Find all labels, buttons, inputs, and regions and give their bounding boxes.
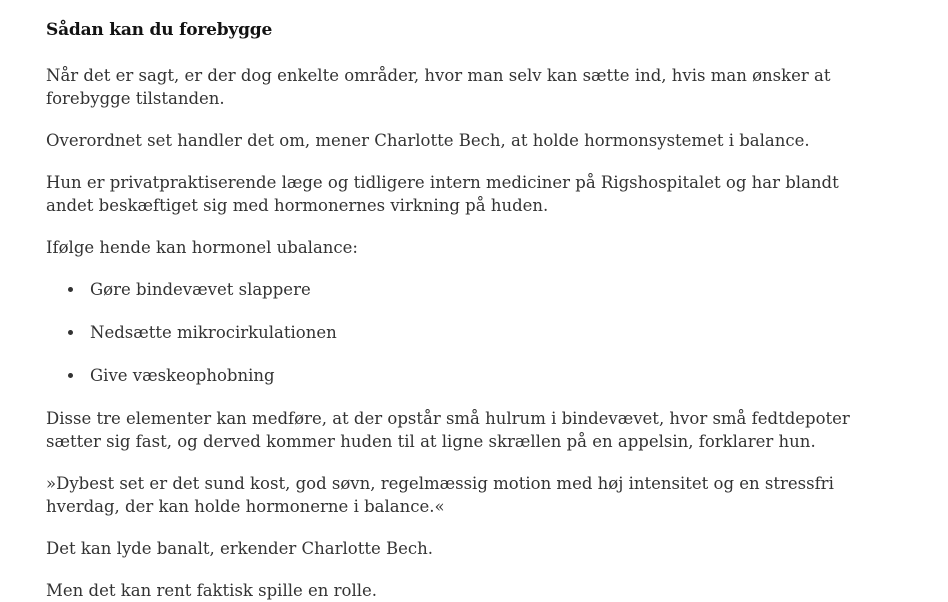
list-item	[46, 364, 888, 387]
paragraph: Disse tre elementer kan medføre, at der opstår små hulrum i bindevævet, hvor små fedtdepoter sætter sig fast, og derved kommer huden til at ligne skrællen på en appelsin, forklarer hun.	[46, 409, 850, 452]
list-item-text: Gøre bindevævet slappere	[90, 280, 311, 300]
bullet-list	[46, 278, 888, 387]
paragraph: »Dybest set er det sund kost, god søvn, regelmæssig motion med høj intensitet og en stressfri hverdag, der kan holde hormonerne i balance.«	[46, 474, 834, 517]
bullet-icon	[68, 287, 73, 292]
paragraph: Hun er privatpraktiserende læge og tidligere intern mediciner på Rigshospitalet og har blandt andet beskæftiget sig med hormonernes virkning på huden.	[46, 173, 839, 216]
paragraph: Ifølge hende kan hormonel ubalance:	[46, 238, 358, 258]
paragraph: Men det kan rent faktisk spille en rolle.	[46, 581, 378, 601]
paragraph: Overordnet set handler det om, mener Charlotte Bech, at holde hormonsystemet i balance.	[46, 131, 810, 151]
bullet-icon	[68, 373, 73, 378]
list-item	[46, 278, 888, 301]
list-item-text: Give væskeophobning	[90, 366, 275, 386]
section-heading: Sådan kan du forebygge	[46, 20, 273, 40]
paragraph: Når det er sagt, er der dog enkelte områder, hvor man selv kan sætte ind, hvis man ønsker at forebygge tilstanden.	[46, 66, 831, 109]
paragraph: Det kan lyde banalt, erkender Charlotte Bech.	[46, 539, 433, 559]
list-item-text: Nedsætte mikrocirkulationen	[90, 323, 337, 343]
list-item	[46, 321, 888, 344]
bullet-icon	[68, 330, 73, 335]
